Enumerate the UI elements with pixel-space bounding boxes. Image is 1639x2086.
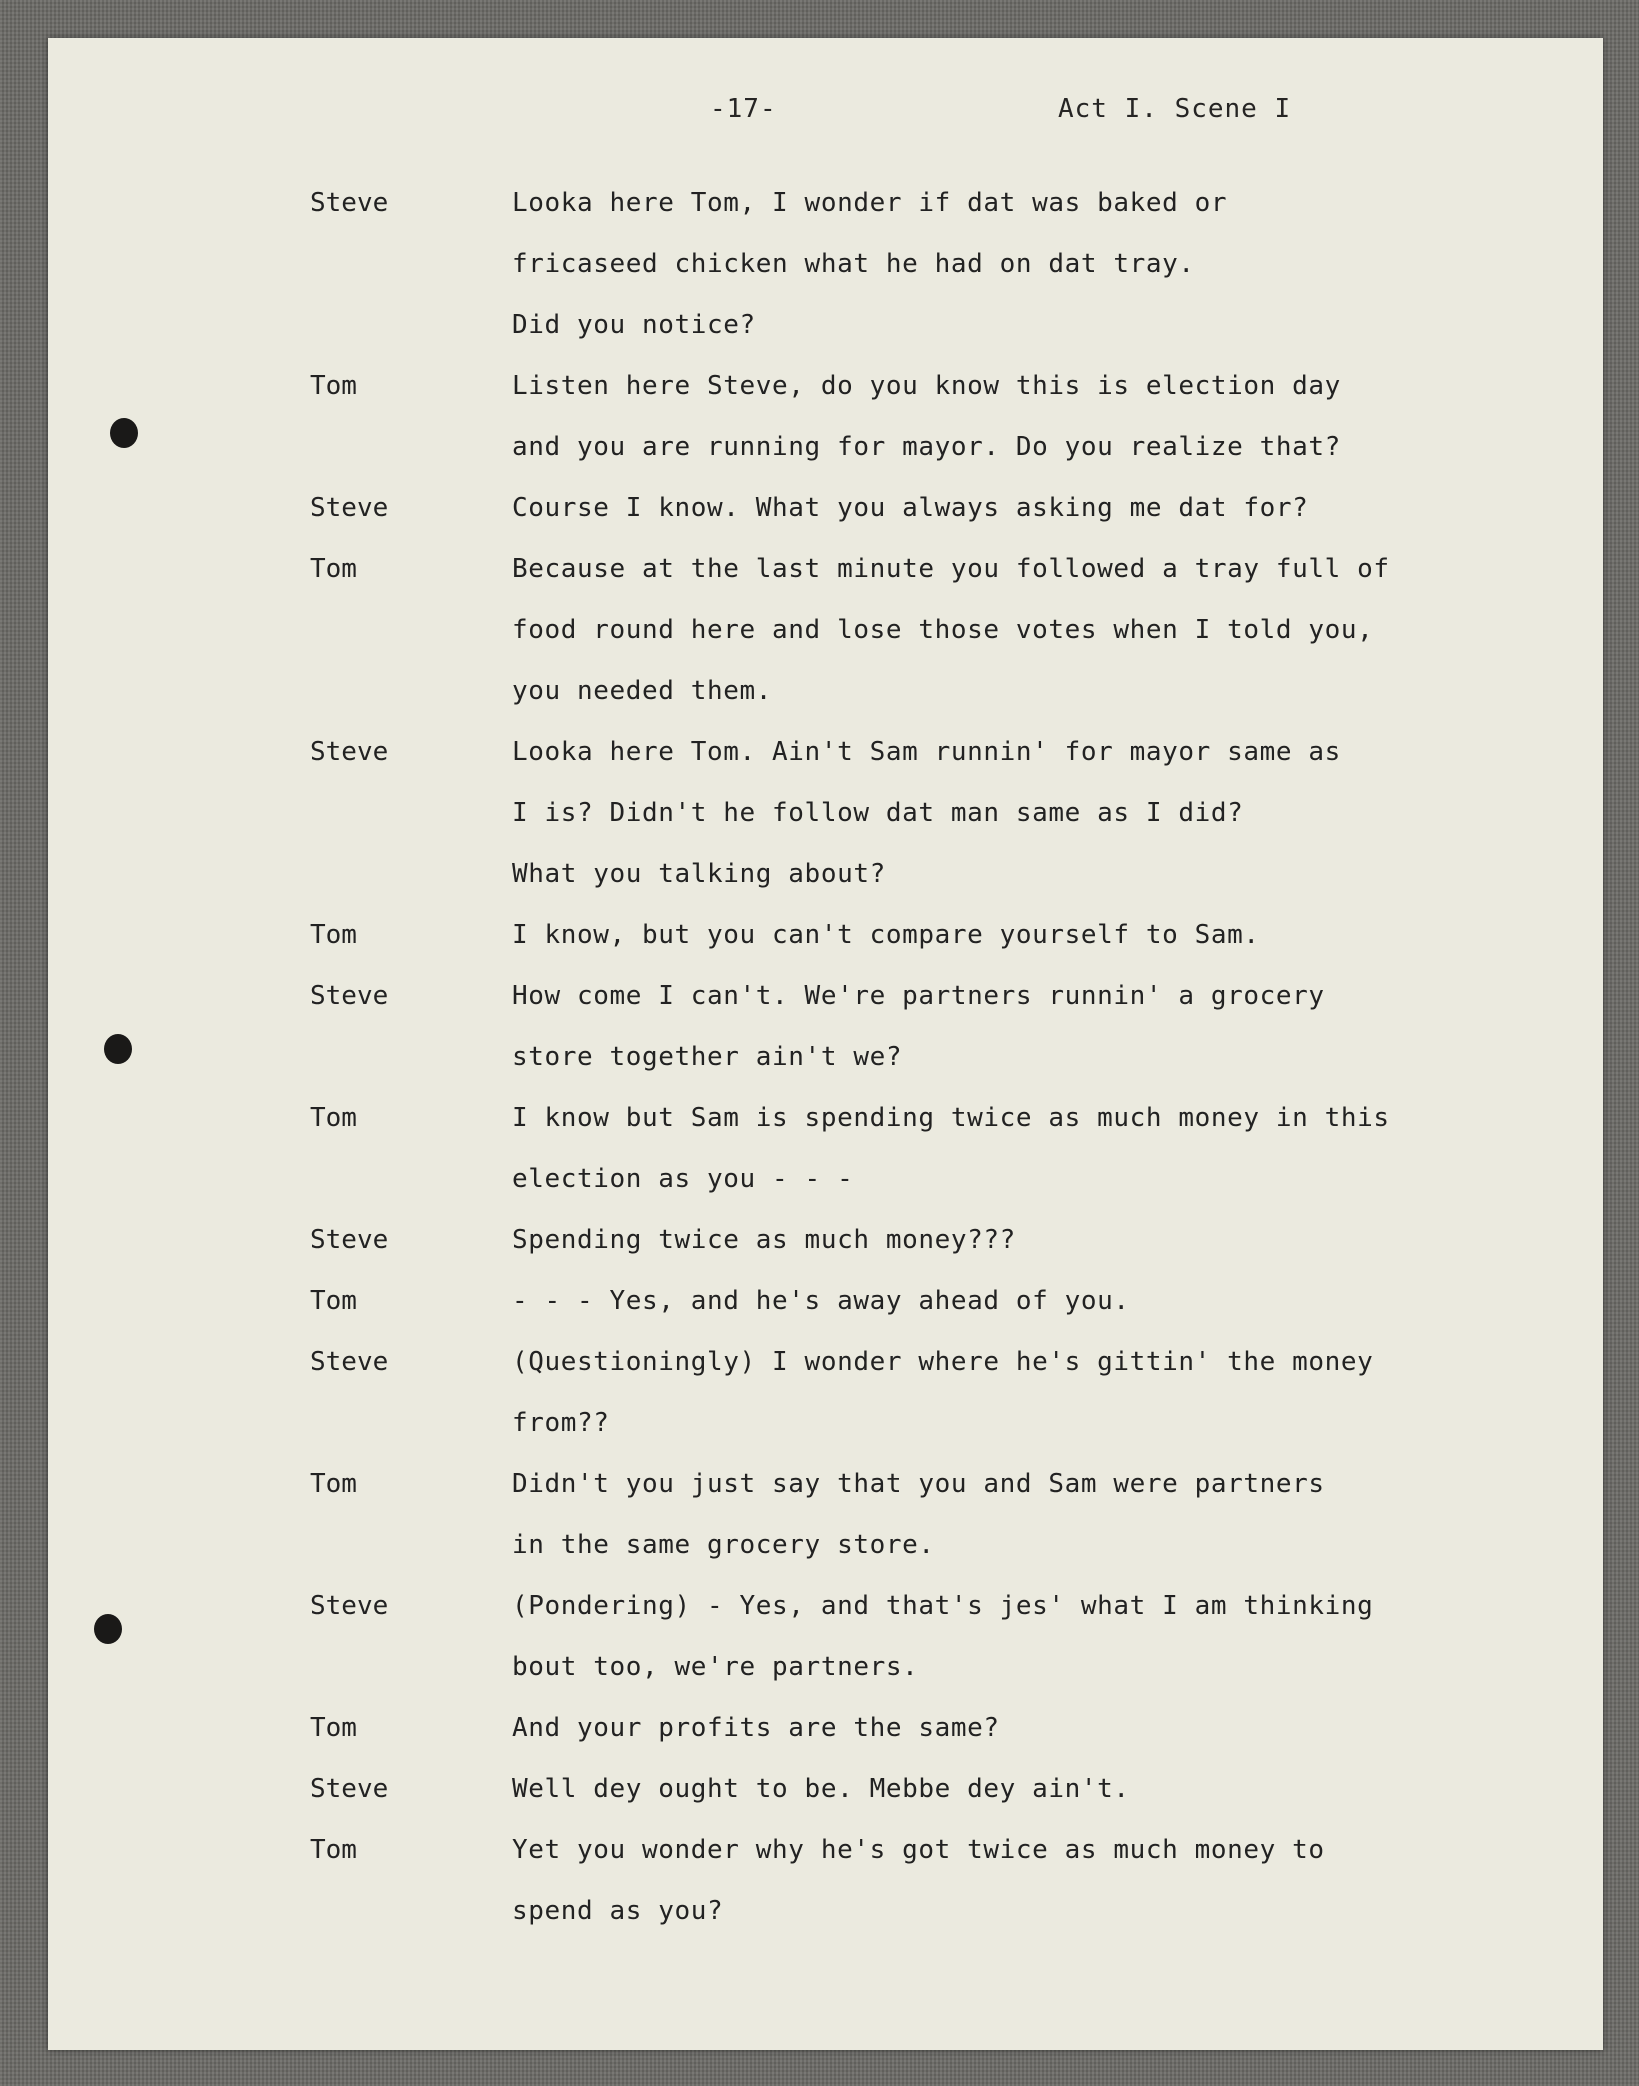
dialogue-line: spend as you? [512,1896,724,1926]
dialogue-line: Looka here Tom. Ain't Sam runnin' for mayor same as [512,737,1341,767]
speaker-name: Tom [310,1103,357,1133]
dialogue-line: I know, but you can't compare yourself to Sam. [512,920,1260,950]
speaker-name: Steve [310,981,389,1011]
dialogue-line: - - - Yes, and he's away ahead of you. [512,1286,1130,1316]
dialogue-line: Course I know. What you always asking me dat for? [512,493,1309,523]
punch-hole-middle [104,1034,132,1064]
punch-hole-top [110,418,138,448]
punch-hole-bottom [94,1614,122,1644]
speaker-name: Tom [310,1469,357,1499]
dialogue-line: food round here and lose those votes when I told you, [512,615,1374,645]
scene-heading: Act I. Scene I [1058,94,1292,124]
dialogue-line: Because at the last minute you followed a tray full of [512,554,1390,584]
dialogue-line: store together ain't we? [512,1042,903,1072]
dialogue-line: bout too, we're partners. [512,1652,919,1682]
speaker-name: Steve [310,1225,389,1255]
speaker-name: Steve [310,737,389,767]
speaker-name: Steve [310,1347,389,1377]
dialogue-line: And your profits are the same? [512,1713,1000,1743]
speaker-name: Tom [310,920,357,950]
speaker-name: Steve [310,188,389,218]
dialogue-line: Spending twice as much money??? [512,1225,1016,1255]
dialogue-line: election as you - - - [512,1164,854,1194]
dialogue-line: What you talking about? [512,859,886,889]
speaker-name: Tom [310,371,357,401]
dialogue-line: Listen here Steve, do you know this is election day [512,371,1341,401]
speaker-name: Steve [310,493,389,523]
dialogue-line: from?? [512,1408,610,1438]
dialogue-line: in the same grocery store. [512,1530,935,1560]
dialogue-line: I know but Sam is spending twice as much money in this [512,1103,1390,1133]
speaker-name: Tom [310,1835,357,1865]
page-number: -17- [710,94,777,124]
dialogue-line: and you are running for mayor. Do you realize that? [512,432,1341,462]
speaker-name: Tom [310,1713,357,1743]
dialogue-line: How come I can't. We're partners runnin' a grocery [512,981,1325,1011]
dialogue-line: (Questioningly) I wonder where he's gittin' the money [512,1347,1374,1377]
dialogue-line: you needed them. [512,676,773,706]
speaker-name: Tom [310,554,357,584]
speaker-name: Steve [310,1591,389,1621]
dialogue-line: Didn't you just say that you and Sam were partners [512,1469,1325,1499]
dialogue-line: Well dey ought to be. Mebbe dey ain't. [512,1774,1130,1804]
speaker-name: Tom [310,1286,357,1316]
dialogue-line: (Pondering) - Yes, and that's jes' what I am thinking [512,1591,1374,1621]
dialogue-line: Yet you wonder why he's got twice as much money to [512,1835,1325,1865]
dialogue-line: I is? Didn't he follow dat man same as I did? [512,798,1244,828]
dialogue-line: fricaseed chicken what he had on dat tray. [512,249,1195,279]
speaker-name: Steve [310,1774,389,1804]
dialogue-line: Did you notice? [512,310,756,340]
dialogue-line: Looka here Tom, I wonder if dat was baked or [512,188,1228,218]
